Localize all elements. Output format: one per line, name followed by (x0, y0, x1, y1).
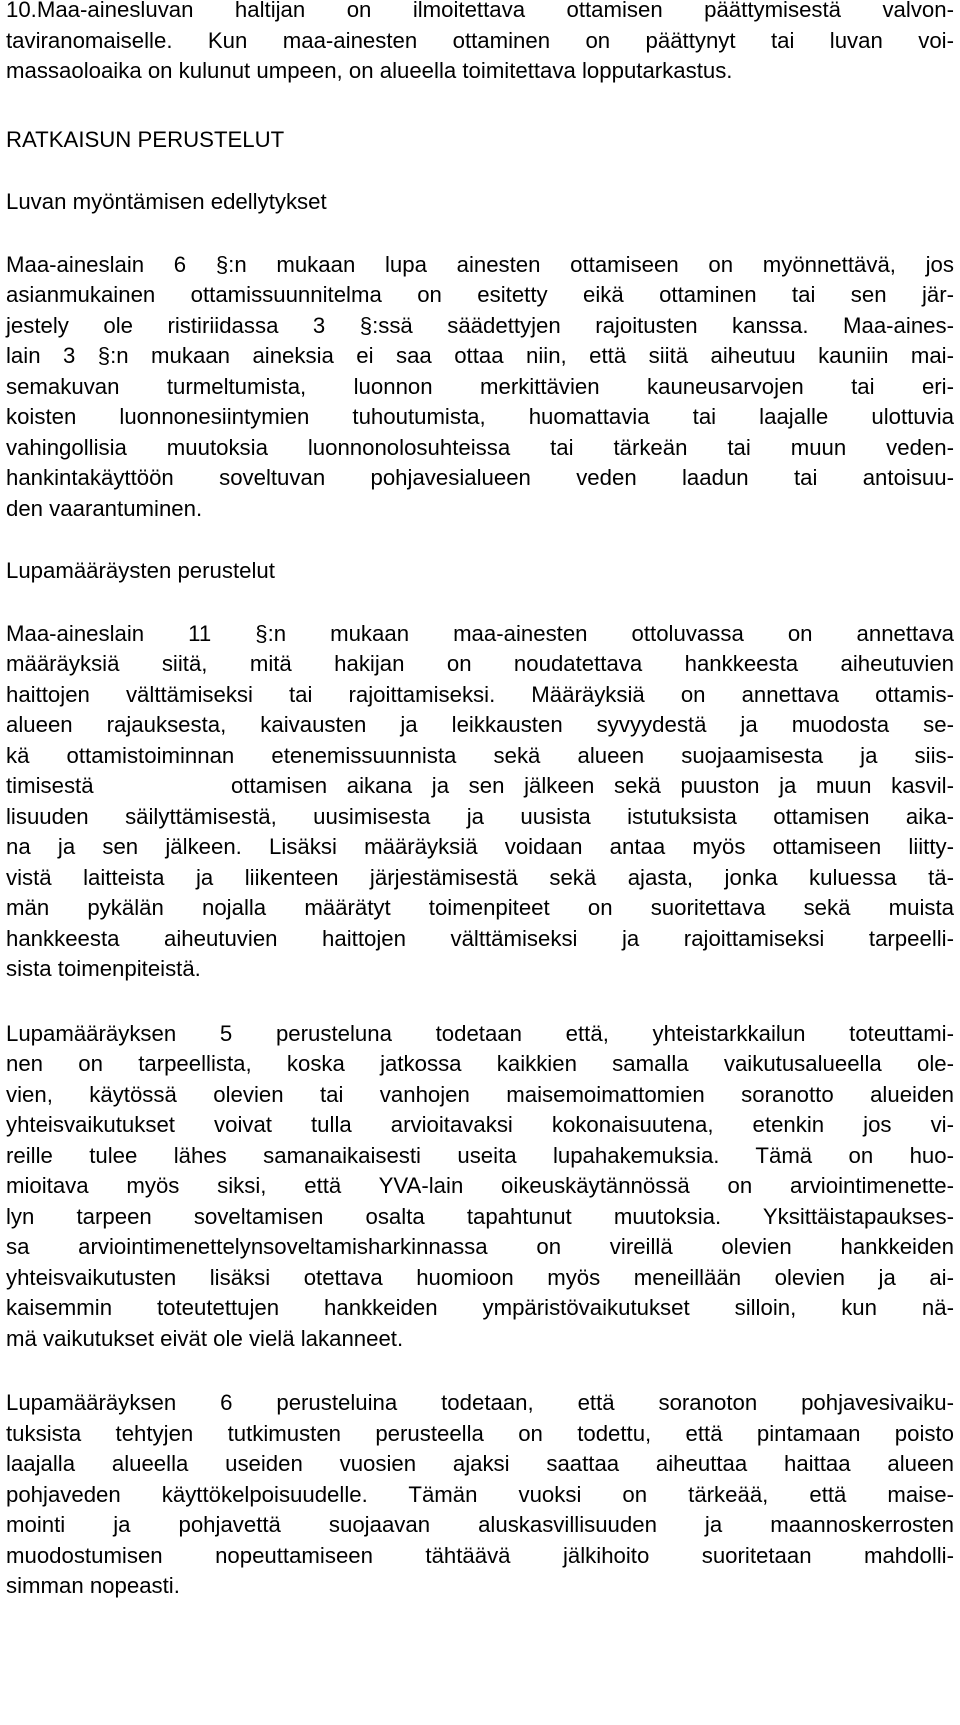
paragraph-line: lisuuden säilyttämisestä, uusimisesta ja uusista istutuksista ottamisen aika- (6, 803, 954, 829)
paragraph-line: haittojen välttämiseksi tai rajoittamiseksi. Määräyksiä on annettava ottamis- (6, 681, 954, 707)
subheading-lupamaaraysten-perustelut: Lupamääräysten perustelut (6, 558, 275, 583)
paragraph-line: jestely ole ristiriidassa 3 §:ssä säädettyjen rajoitusten kanssa. Maa-aines- (6, 312, 954, 338)
item-10-paragraph (6, 0, 954, 87)
paragraph-line: semakuvan turmeltumista, luonnon merkittävien kauneusarvojen tai eri- (6, 373, 954, 399)
paragraph-line: vistä laitteista ja liikenteen järjestämisestä sekä ajasta, jonka kuluessa tä- (6, 864, 954, 890)
paragraph-line: den vaarantuminen. (6, 495, 203, 521)
paragraph-line: mointi ja pohjavettä suojaavan aluskasvillisuuden ja maannoskerrosten (6, 1512, 954, 1537)
paragraph-line: 10.Maa-ainesluvan haltijan on ilmoitettava ottamisen päättymisestä valvon- (6, 0, 954, 22)
paragraph-line: laajalla alueella useiden vuosien ajaksi saattaa aiheuttaa haittaa alueen (6, 1451, 954, 1476)
paragraph-line: na ja sen jälkeen. Lisäksi määräyksiä voidaan antaa myös ottamiseen liitty- (6, 834, 954, 859)
paragraph-line: simman nopeasti. (6, 1573, 180, 1598)
paragraph-luvan-edellytykset (6, 250, 954, 525)
paragraph-line: Maa-aineslain 11 §:n mukaan maa-ainesten ottoluvassa on annettava (6, 620, 954, 646)
paragraph-lupamaarays-6 (6, 1388, 954, 1602)
paragraph-lupamaaraysten-perustelut (6, 619, 954, 985)
paragraph-line: kä ottamistoiminnan etenemissuunnista sekä alueen suojaamisesta ja siis- (6, 742, 954, 768)
paragraph-line: koisten luonnonesiintymien tuhoutumista, huomattavia tai laajalle ulottuvia (6, 404, 954, 429)
paragraph-line: pohjaveden käyttökelpoisuudelle. Tämän vuoksi on tärkeää, että maise- (6, 1481, 954, 1507)
section-heading: RATKAISUN PERUSTELUT (6, 126, 285, 152)
paragraph-line: tuksista tehtyjen tutkimusten perusteella on todettu, että pintamaan poisto (6, 1420, 954, 1446)
paragraph-lupamaarays-5 (6, 1019, 954, 1355)
paragraph-line: massaoloaika on kulunut umpeen, on alueella toimitettava lopputarkastus. (6, 58, 733, 83)
paragraph-line: Lupamääräyksen 6 perusteluina todetaan, että soranoton pohjavesivaiku- (6, 1390, 954, 1415)
paragraph-line: Maa-aineslain 6 §:n mukaan lupa ainesten ottamiseen on myönnettävä, jos (6, 251, 954, 277)
paragraph-line: vahingollisia muutoksia luonnonolosuhteissa tai tärkeän tai muun veden- (6, 434, 954, 460)
paragraph-line: sa arviointimenettelynsoveltamisharkinnassa on vireillä olevien hankkeiden (6, 1234, 954, 1259)
paragraph-line: kaisemmin toteutettujen hankkeiden ympäristövaikutukset silloin, kun nä- (6, 1295, 954, 1320)
paragraph-line: taviranomaiselle. Kun maa-ainesten ottaminen on päättynyt tai luvan voi- (6, 27, 954, 53)
paragraph-line: lyn tarpeen soveltamisen osalta tapahtunut muutoksia. Yksittäistapaukses- (6, 1203, 954, 1229)
paragraph-line: lain 3 §:n mukaan aineksia ei saa ottaa niin, että siitä aiheutuu kauniin mai- (6, 343, 954, 368)
paragraph-line: yhteisvaikutusten lisäksi otettava huomioon myös meneillään olevien ja ai- (6, 1264, 954, 1290)
paragraph-line: alueen rajauksesta, kaivausten ja leikkausten syvyydestä ja muodosta se- (6, 712, 954, 737)
paragraph-line: reille tulee lähes samanaikaisesti useita lupahakemuksia. Tämä on huo- (6, 1142, 954, 1168)
paragraph-line: nen on tarpeellista, koska jatkossa kaikkien samalla vaikutusalueella ole- (6, 1051, 954, 1076)
paragraph-line: yhteisvaikutukset voivat tulla arvioitavaksi kokonaisuutena, etenkin jos vi- (6, 1112, 954, 1137)
paragraph-line: asianmukainen ottamissuunnitelma on esitetty eikä ottaminen tai sen jär- (6, 282, 954, 307)
paragraph-line: sista toimenpiteistä. (6, 956, 201, 981)
paragraph-line: mioitava myös siksi, että YVA-lain oikeuskäytännössä on arviointimenette- (6, 1173, 954, 1198)
paragraph-line: mä vaikutukset eivät ole vielä lakanneet. (6, 1325, 404, 1351)
document-page (6, 0, 954, 1602)
paragraph-line: määräyksiä siitä, mitä hakijan on noudatettava hankkeesta aiheutuvien (6, 651, 954, 676)
paragraph-line: timisestä ottamisen aikana ja sen jälkeen sekä puuston ja muun kasvil- (6, 773, 954, 798)
paragraph-line: muodostumisen nopeuttamiseen tähtäävä jälkihoito suoritetaan mahdolli- (6, 1542, 954, 1568)
paragraph-line: hankintakäyttöön soveltuvan pohjavesialueen veden laadun tai antoisuu- (6, 465, 954, 490)
paragraph-line: hankkeesta aiheutuvien haittojen välttämiseksi ja rajoittamiseksi tarpeelli- (6, 925, 954, 951)
paragraph-line: Lupamääräyksen 5 perusteluna todetaan että, yhteistarkkailun toteuttami- (6, 1020, 954, 1046)
subheading-luvan-myontamisen-edellytykset: Luvan myöntämisen edellytykset (6, 189, 327, 214)
paragraph-line: vien, käytössä olevien tai vanhojen maisemoimattomien soranotto alueiden (6, 1081, 954, 1107)
paragraph-line: män pykälän nojalla määrätyt toimenpiteet on suoritettava sekä muista (6, 895, 954, 920)
